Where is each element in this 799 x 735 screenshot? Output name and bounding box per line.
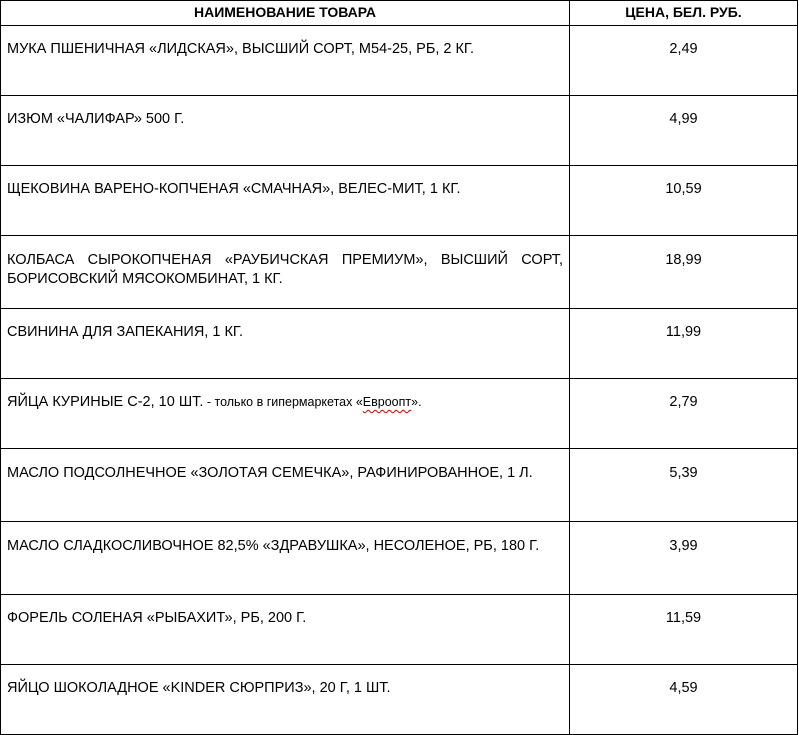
product-name-with-note [1,379,570,449]
product-name: ЩЕКОВИНА ВАРЕНО-КОПЧЕНАЯ «СМАЧНАЯ», ВЕЛЕС-МИТ, 1 КГ. [1,166,570,236]
product-price: 4,99 [570,96,798,166]
product-name: ФОРЕЛЬ СОЛЕНАЯ «РЫБАХИТ», РБ, 200 Г. [1,595,570,665]
product-price: 4,59 [570,665,798,735]
table-row [1,595,798,665]
product-name: ЯЙЦО ШОКОЛАДНОЕ «KINDER СЮРПРИЗ», 20 Г, 1 ШТ. [1,665,570,735]
header-product-name: НАИМЕНОВАНИЕ ТОВАРА [1,1,570,26]
product-price: 2,49 [570,26,798,96]
table-row [1,236,798,309]
note-prefix: - только в гипермаркетах « [203,395,363,409]
product-name: МАСЛО СЛАДКОСЛИВОЧНОЕ 82,5% «ЗДРАВУШКА», НЕСОЛЕНОЕ, РБ, 180 Г. [1,522,570,595]
availability-note [203,395,421,409]
product-name: ЯЙЦА КУРИНЫЕ С-2, 10 ШТ. [7,394,204,410]
product-name: МАСЛО ПОДСОЛНЕЧНОЕ «ЗОЛОТАЯ СЕМЕЧКА», РАФИНИРОВАННОЕ, 1 Л. [1,449,570,522]
table-row [1,522,798,595]
product-price: 18,99 [570,236,798,309]
note-suffix: ». [411,395,422,409]
table-row [1,26,798,96]
product-name: СВИНИНА ДЛЯ ЗАПЕКАНИЯ, 1 КГ. [1,309,570,379]
store-name: Евроопт [362,395,412,409]
product-name: МУКА ПШЕНИЧНАЯ «ЛИДСКАЯ», ВЫСШИЙ СОРТ, М54-25, РБ, 2 КГ. [1,26,570,96]
product-price: 3,99 [570,522,798,595]
product-price: 10,59 [570,166,798,236]
table-body [1,26,798,735]
table-row [1,166,798,236]
product-name: КОЛБАСА СЫРОКОПЧЕНАЯ «РАУБИЧСКАЯ ПРЕМИУМ», ВЫСШИЙ СОРТ, БОРИСОВСКИЙ МЯСОКОМБИНАТ, 1 КГ. [1,236,570,309]
table-row [1,665,798,735]
header-price: ЦЕНА, БЕЛ. РУБ. [570,1,798,26]
product-price: 2,79 [570,379,798,449]
table-header [1,1,798,26]
table-row [1,379,798,449]
table-row [1,309,798,379]
product-name: ИЗЮМ «ЧАЛИФАР» 500 Г. [1,96,570,166]
product-price: 11,99 [570,309,798,379]
table-row [1,449,798,522]
product-price: 5,39 [570,449,798,522]
product-price: 11,59 [570,595,798,665]
header-row [1,1,798,26]
table-row [1,96,798,166]
